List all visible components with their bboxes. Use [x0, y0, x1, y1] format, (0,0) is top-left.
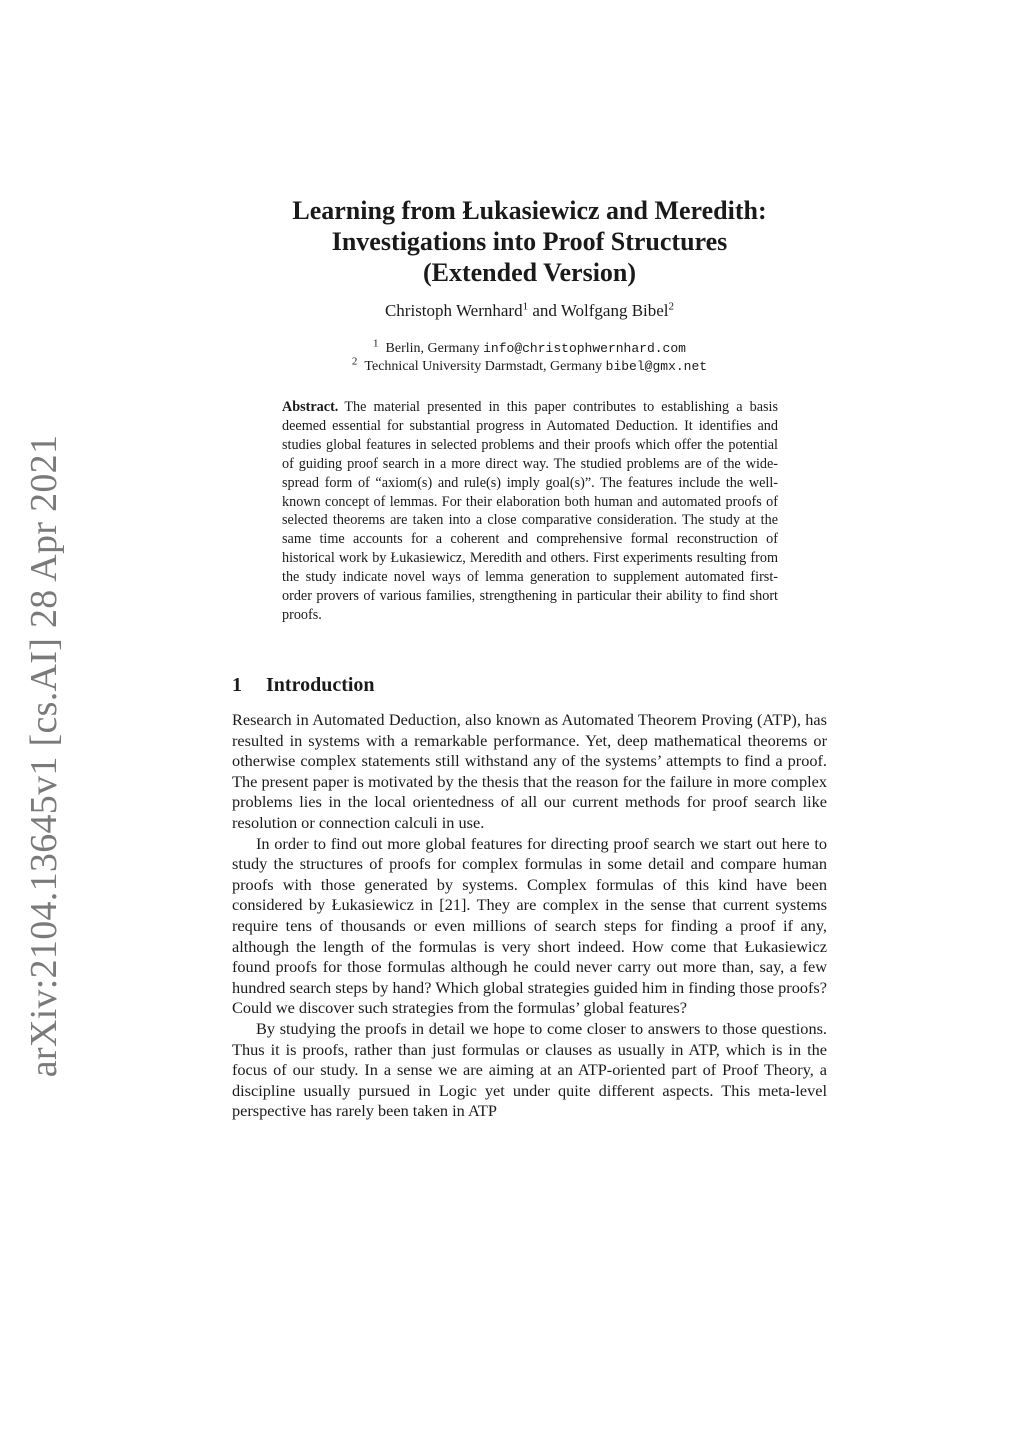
title-line-3: (Extended Version) [422, 258, 637, 287]
affiliation-text: Technical University Darmstadt, Germany [364, 359, 606, 374]
paragraph: Research in Automated Deduction, also known as Automated Theorem Proving (ATP), has resulted in systems with a remarkable performance. Yet, deep mathematical theorems or otherwise complex statements still withstand any of the systems’ attempts to find a proof. The present paper is motivated by the thesis that the reason for the failure in more complex problems lies in the local orientedness of all our current methods for proof search like resolution or connection calculi in use. [232, 710, 827, 832]
title-line-1: Learning from Łukasiewicz and Meredith: [292, 196, 767, 225]
section-heading [232, 674, 375, 697]
section-title: Introduction [266, 674, 375, 696]
affiliation-line [232, 355, 827, 376]
author-list [232, 301, 827, 321]
author-connector: and [528, 301, 561, 320]
arxiv-sidebar [22, 434, 66, 1078]
abstract [282, 398, 778, 625]
author-affil-mark: 1 [522, 300, 529, 313]
section-number: 1 [232, 674, 242, 696]
author-affil-mark: 2 [668, 300, 675, 313]
title-line-2: Investigations into Proof Structures [331, 227, 728, 256]
abstract-text: The material presented in this paper contributes to establishing a basis deemed essential for substantial progress in Automated Deduction. It identifies and studies global features in selected problems and their proofs which offer the potential of guiding proof search in a more direct way. The studied problems are of the wide-spread form of “axiom(s) and rule(s) imply goal(s)”. The features include the well-known concept of lemmas. For their elaboration both human and automated proofs of selected theorems are taken into a close comparative consideration. The study at the same time accounts for a coherent and comprehensive formal reconstruction of historical work by Łukasiewicz, Meredith and others. First experiments resulting from the study indicate novel ways of lemma generation to supplement automated first-order provers of various families, strengthening in particular their ability to find short proofs. [282, 399, 778, 623]
affiliation-text: Berlin, Germany [385, 341, 484, 356]
affiliation-line [232, 337, 827, 358]
affiliations [232, 337, 827, 376]
paragraph: In order to find out more global features for directing proof search we start out here to study the structures of proofs for complex formulas in some detail and compare human proofs with those generated by systems. Complex formulas of this kind have been considered by Łukasiewicz in [21]. They are complex in the sense that current systems require tens of thousands or even millions of search steps for finding a proof if any, although the length of the formulas is very short indeed. How come that Łukasiewicz found proofs for those formulas although he could never carry out more than, say, a few hundred search steps by hand? Which global strategies guided him in finding those proofs? Could we discover such strategies from the formulas’ global features? [232, 833, 827, 1018]
paper-title [232, 195, 827, 288]
affiliation-email: info@christophwernhard.com [483, 341, 686, 356]
affiliation-mark: 2 [351, 355, 358, 368]
abstract-label: Abstract. [282, 399, 339, 415]
paragraph: By studying the proofs in detail we hope to come closer to answers to those questions. Thus it is proofs, rather than just formulas or clauses as usually in ATP, which is in the focus of our study. In a sense we are aiming at an ATP-oriented part of Proof Theory, a discipline usually pursued in Logic yet under quite different aspects. This meta-level perspective has rarely been taken in ATP [232, 1018, 827, 1121]
author-name: Christoph Wernhard [384, 301, 523, 320]
arxiv-identifier: arXiv:2104.13645v1 [cs.AI] 28 Apr 2021 [23, 434, 65, 1078]
author-name: Wolfgang Bibel [560, 301, 669, 320]
affiliation-mark: 1 [373, 337, 379, 350]
affiliation-email: bibel@gmx.net [605, 359, 708, 374]
section-body [232, 710, 827, 1122]
